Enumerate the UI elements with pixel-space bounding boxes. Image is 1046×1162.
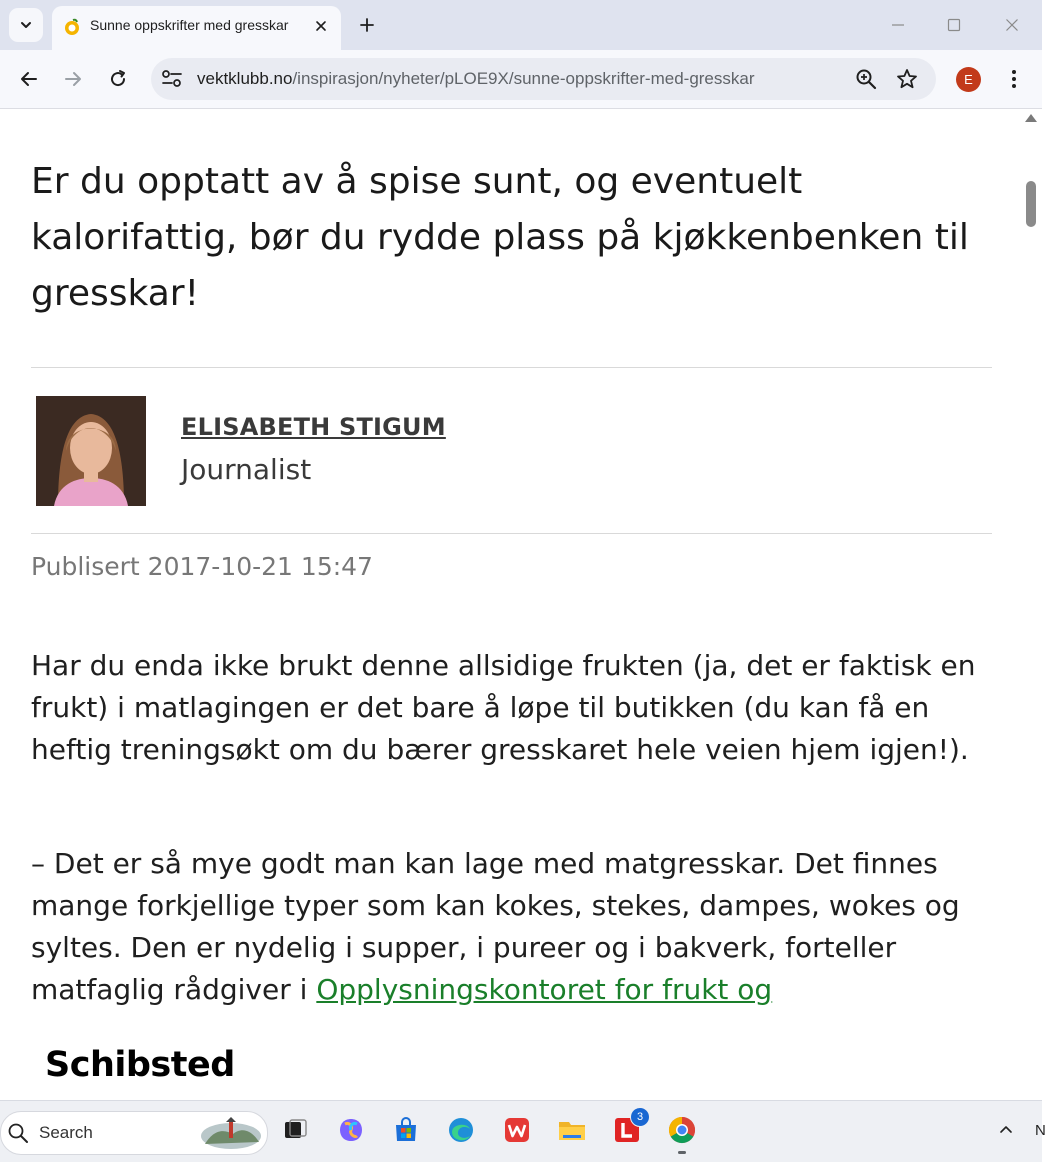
browser-menu-button[interactable] [1002, 64, 1026, 94]
opplysningskontoret-link[interactable]: Opplysningskontoret for frukt og [316, 973, 773, 1006]
tab-search-button[interactable] [9, 8, 43, 42]
author-photo [36, 396, 146, 506]
arrow-right-icon [63, 69, 83, 89]
divider [31, 367, 992, 368]
copilot-icon [337, 1116, 365, 1144]
copilot-button[interactable] [334, 1113, 368, 1147]
article-lede: Er du opptatt av å spise sunt, og eventuelt kalorifattig, bør du rydde plass på kjøkkenbenken til gresskar! [31, 161, 969, 314]
scroll-thumb[interactable] [1026, 181, 1036, 227]
wps-office-icon [503, 1116, 531, 1144]
schibsted-logo[interactable]: Schibsted [45, 1045, 235, 1085]
new-tab-button[interactable] [354, 12, 380, 38]
windows-taskbar [0, 1100, 1042, 1162]
search-icon [7, 1122, 29, 1144]
chevron-up-icon [999, 1123, 1013, 1137]
chrome-icon [667, 1115, 697, 1145]
search-placeholder: Search [39, 1123, 93, 1142]
published-date: Publisert 2017-10-21 15:47 [31, 552, 373, 581]
tray-label[interactable]: N [1035, 1122, 1046, 1139]
l-app-button[interactable] [610, 1113, 644, 1147]
wps-office-button[interactable] [500, 1113, 534, 1147]
maximize-icon [947, 18, 961, 32]
url-text[interactable] [197, 69, 755, 89]
minimize-icon [891, 18, 905, 32]
url-path: /inspirasjon/nyheter/pLOE9X/sunne-oppskrifter-med-gresskar [292, 69, 755, 88]
site-info-icon[interactable] [161, 69, 183, 89]
reload-icon [108, 69, 128, 89]
author-role: Journalist [181, 453, 312, 486]
arrow-left-icon [19, 69, 39, 89]
chevron-down-icon [19, 18, 33, 32]
task-view-button[interactable] [278, 1113, 312, 1147]
notification-badge: 3 [630, 1107, 650, 1127]
star-icon [896, 68, 918, 90]
close-window-button[interactable] [992, 10, 1032, 40]
task-view-icon [282, 1117, 308, 1143]
url-host: vektklubb.no [197, 69, 293, 88]
paragraph-text: – Det er så mye godt man kan lage med matgresskar. Det finnes mange forkjellige typer som kan kokes, stekes, dampes, wokes og syltes. Den er nydelig i supper, i pureer og i bakverk, forteller matfaglig rådgiver i [31, 847, 960, 1006]
page-scrollbar[interactable] [1020, 109, 1042, 1100]
scroll-up-arrow-icon[interactable] [1025, 114, 1037, 122]
tab-title: Sunne oppskrifter med gresskar [90, 17, 289, 33]
divider [31, 533, 992, 534]
show-hidden-icons-button[interactable] [996, 1120, 1016, 1140]
bookmark-button[interactable] [895, 67, 919, 91]
tab-strip [0, 0, 1042, 50]
microsoft-store-icon [392, 1116, 420, 1144]
forward-button[interactable] [58, 64, 88, 94]
file-explorer-button[interactable] [555, 1113, 589, 1147]
browser-tab-active[interactable] [52, 6, 341, 50]
author-name-link[interactable]: ELISABETH STIGUM [181, 413, 446, 441]
taskbar-search[interactable] [0, 1111, 268, 1155]
more-vertical-icon [1011, 69, 1017, 89]
chrome-button[interactable] [665, 1113, 699, 1147]
search-highlight-illustration-icon [199, 1116, 263, 1150]
close-icon [1005, 18, 1019, 32]
vektklubb-icon [63, 18, 81, 36]
file-explorer-icon [557, 1116, 587, 1144]
author-avatar [36, 396, 146, 506]
article-paragraph [31, 843, 1001, 1011]
edge-button[interactable] [444, 1113, 478, 1147]
browser-toolbar [0, 50, 1042, 109]
address-bar[interactable] [151, 58, 936, 100]
back-button[interactable] [14, 64, 44, 94]
close-icon [315, 20, 327, 32]
article-paragraph: Har du enda ikke brukt denne allsidige frukten (ja, det er faktisk en frukt) i matlagingen er det bare å løpe til butikken (du kan få en heftig treningsøkt om du bærer gresskaret hele veien hjem igjen!). [31, 649, 976, 766]
page-content [0, 109, 1020, 1100]
active-app-indicator [678, 1151, 686, 1154]
maximize-button[interactable] [934, 10, 974, 40]
plus-icon [359, 17, 375, 33]
tab-close-button[interactable] [311, 16, 331, 36]
edge-icon [447, 1116, 475, 1144]
profile-avatar-button[interactable]: E [956, 67, 981, 92]
minimize-button[interactable] [878, 10, 918, 40]
zoom-button[interactable] [854, 67, 878, 91]
microsoft-store-button[interactable] [389, 1113, 423, 1147]
reload-button[interactable] [103, 64, 133, 94]
zoom-in-icon [855, 68, 877, 90]
